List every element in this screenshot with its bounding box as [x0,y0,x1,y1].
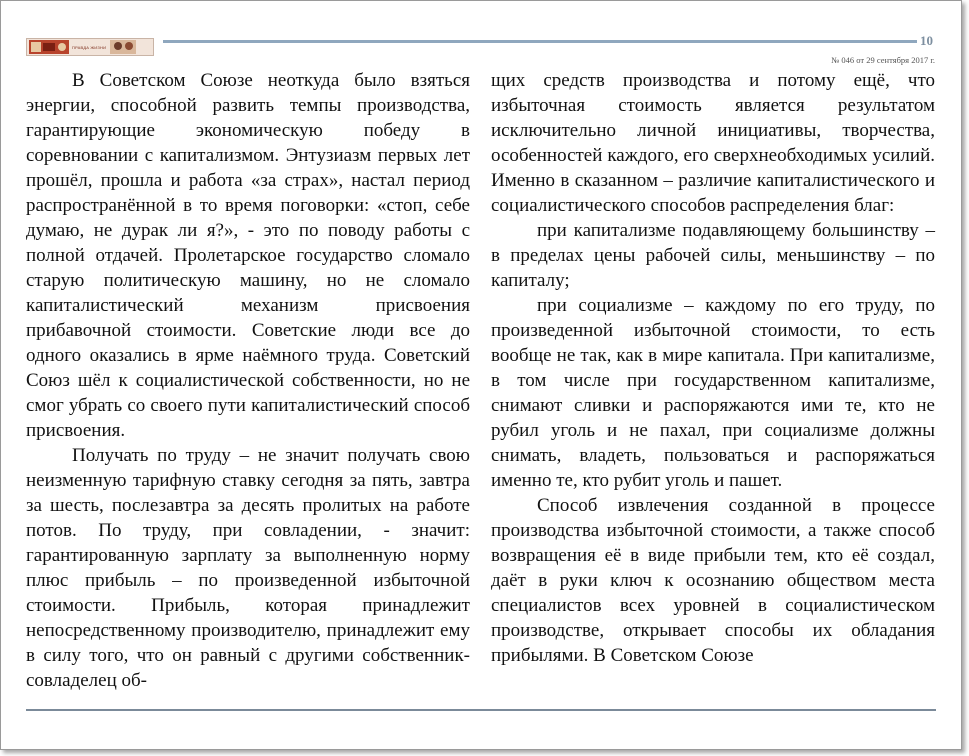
footer-rule [26,709,936,711]
header-rule [163,40,917,43]
paragraph: при капитализме подавляющему большинству – в пределах цены рабочей силы, меньшинству – по капиталу; [491,220,935,291]
logo-portrait-icon [110,40,136,54]
left-column [26,68,470,693]
logo-image-icon [29,40,69,54]
issue-date: № 046 от 29 сентября 2017 г. [831,55,935,65]
newspaper-logo [26,38,154,56]
paragraph: щих средств производства и потому ещё, что избыточная стоимость является результатом исключительно личной инициативы, творчества, особенностей каждого, его сверхнеобходимых усилий. Именно в сказанном – различие капиталистического и социалистического способов распределения благ: [491,70,935,216]
paragraph: Получать по труду – не значит получать свою неизменную тарифную ставку сегодня за пять, завтра за шесть, послезавтра за десять пролитых на работе потов. По труду, при совладении, - значит: гарантированную зарплату за выполненную норму плюс прибыль – по произведенной избыточной стоимости. Прибыль, которая принадлежит непосредственному производителю, принадлежит ему в силу того, что он равный с другими собственник-совладелец об- [26,445,470,691]
logo-title: ПРАВДА ЖИЗНИ [72,44,107,50]
page-number: 10 [920,33,933,48]
paragraph: Способ извлечения созданной в процессе производства избыточной стоимости, а также способ возвращения её в виде прибыли тем, кто её создал, даёт в руки ключ к осознанию обществом места специалистов всех уровней в социалистическом производстве, открывает способы их обладания прибылями. В Советском Союзе [491,495,935,666]
paragraph: В Советском Союзе неоткуда было взяться энергии, способной развить темпы производства, гарантирующие экономическую победу в соревновании с капитализмом. Энтузиазм первых лет прошёл, прошла и работа «за страх», настал период распространённой в то время поговорки: «стоп, себе думаю, не дурак ли я?», - это по поводу работы с полной отдачей. Пролетарское государство сломало старую политическую машину, но не сломало капиталистический механизм присвоения прибавочной стоимости. Советские люди все до одного оказались в ярме наёмного труда. Советский Союз шёл к социалистической собственности, но не смог убрать со своего пути капиталистический способ присвоения. [26,70,470,441]
right-column [491,68,935,668]
paragraph: при социализме – каждому по его труду, по произведенной избыточной стоимости, то есть вообще не так, как в мире капитала. При капитализме, в том числе при государственном капитализме, снимают сливки и распоряжаются ими те, кто не рубил уголь и не пахал, при социализме должны снимать, владеть, пользоваться и распоряжаться именно те, кто рубит уголь и пашет. [491,295,935,491]
